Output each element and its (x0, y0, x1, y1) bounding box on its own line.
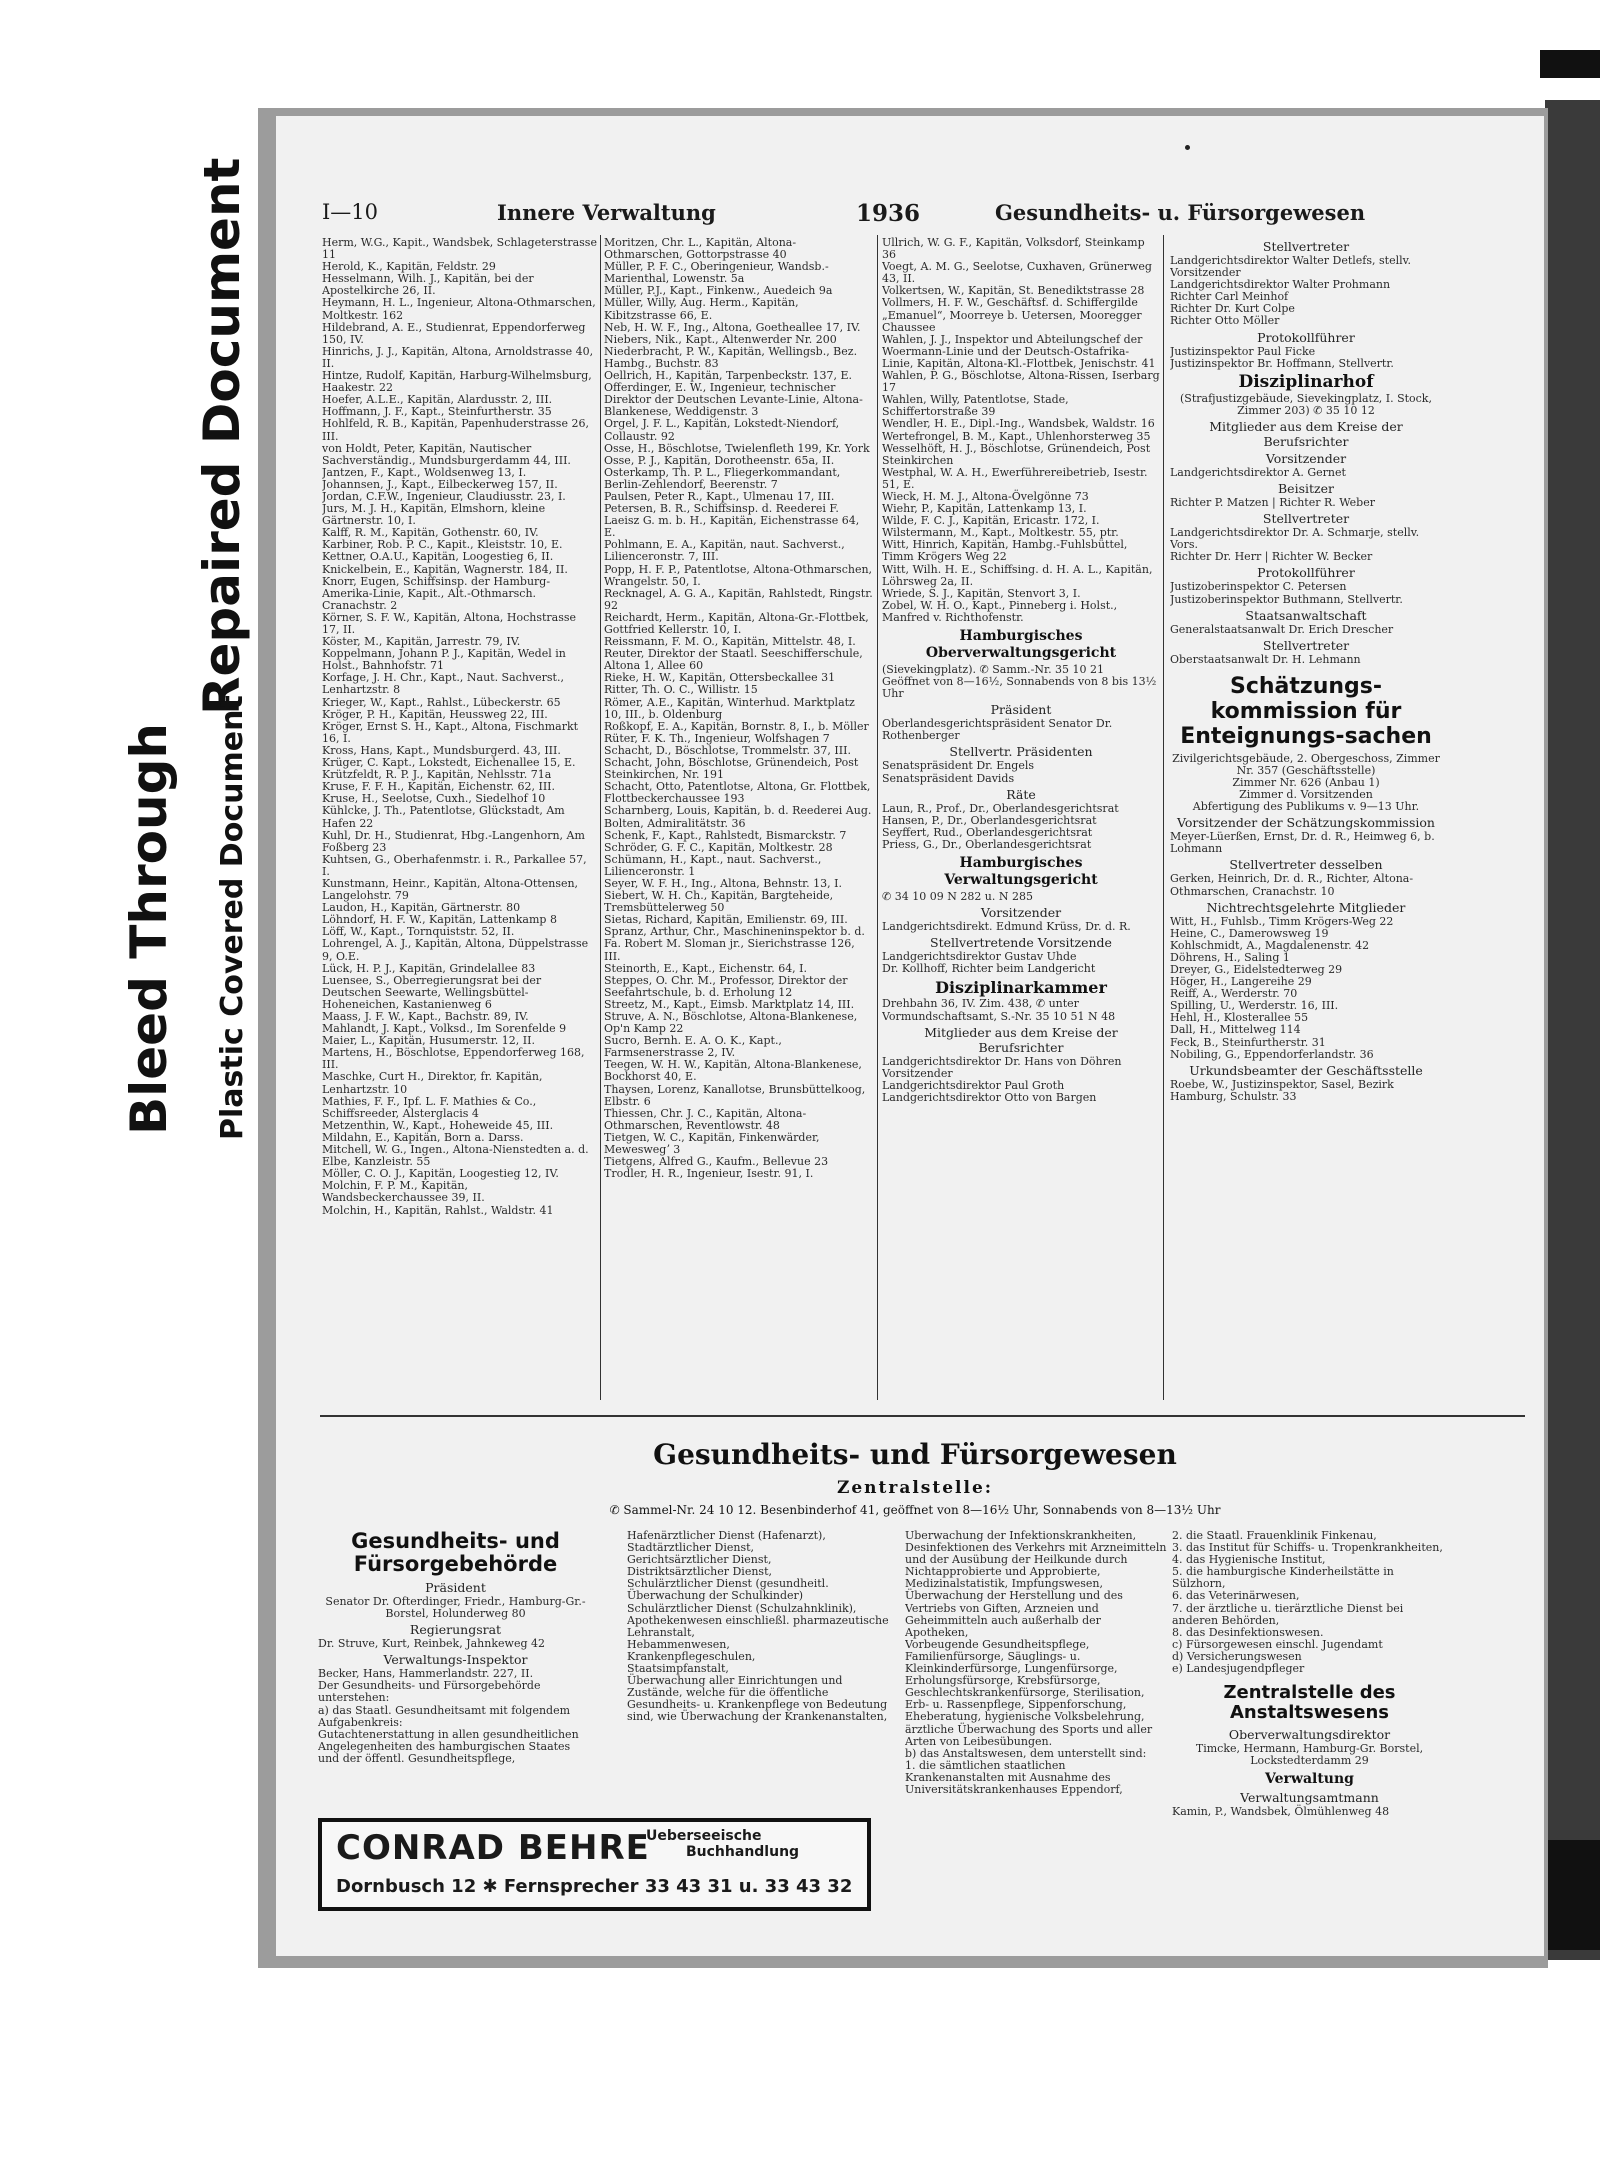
dienst-list (627, 1530, 892, 1724)
entry-list (882, 237, 1160, 624)
list-item: Knorr, Eugen, Schiffsinsp. der Hamburg-Amerika-Linie, Kapit., Alt.-Othmarsch. Cranachstr. 2 (322, 574, 551, 612)
list-item: Schacht, D., Böschlotse, Trommelstr. 37, III. (604, 743, 851, 757)
list-item: Der Gesundheits- und Fürsorgebehörde unterstehen: (318, 1679, 541, 1705)
list-item: Dr. Kollhoff, Richter beim Landgericht (882, 962, 1096, 976)
list-item: Dall, H., Mittelweg 114 (1170, 1023, 1301, 1037)
list-item: Mildahn, E., Kapitän, Born a. Darss. (322, 1130, 524, 1144)
list-item: Reuter, Direktor der Staatl. Seeschifferschule, Altona 1, Allee 60 (604, 647, 863, 673)
list-item: Laudon, H., Kapitän, Gärtnerstr. 80 (322, 901, 521, 915)
praesident: Oberlandesgerichtspräsident Senator Dr. Rothenberger (882, 717, 1113, 743)
inspektor-heading: Verwaltungs-Inspektor (383, 1652, 528, 1668)
list-item: Richter Dr. Kurt Colpe (1170, 302, 1295, 316)
column-1 (322, 237, 597, 1402)
list-item: Krieger, W., Kapt., Rahlst., Lübeckerstr. 65 (322, 695, 561, 709)
list-item: Heymann, H. L., Ingenieur, Altona-Othmarschen, Moltkestr. 162 (322, 296, 596, 322)
protokoll-list (1170, 346, 1442, 370)
list-item: Landgerichtsdirektor Otto von Bargen (882, 1090, 1097, 1104)
list-item: Seyffert, Rud., Oberlandesgerichtsrat (882, 825, 1093, 839)
list-item: Wertefrongel, B. M., Kapt., Uhlenhorsterweg 35 (882, 429, 1151, 443)
list-item: Kuhl, Dr. H., Studienrat, Hbg.-Langenhorn, Am Foßberg 23 (322, 828, 585, 854)
list-item: Schröder, G. F. C., Kapitän, Moltkestr. 28 (604, 840, 833, 854)
section-title: Innere Verwaltung (497, 200, 716, 225)
stv-list (882, 951, 1160, 975)
page-shadow (1545, 100, 1600, 1960)
protokoll-list-2 (1170, 581, 1442, 605)
list-item: Wesselhöft, H. J., Böschlotse, Grünendeich, Post Steinkirchen (882, 441, 1151, 467)
list-item: Jordan, C.F.W., Ingenieur, Claudiusstr. 23, I. (322, 489, 566, 503)
list-item: Westphal, W. A. H., Ewerführereibetrieb, Isestr. 51, E. (882, 465, 1148, 491)
column-4 (1170, 237, 1442, 1402)
list-item: Mahlandt, J. Kapt., Volksd., Im Sorenfelde 9 (322, 1022, 567, 1036)
list-item: Dreyer, G., Eidelstedterweg 29 (1170, 963, 1343, 976)
list-item: Möller, C. O. J., Kapitän, Loogestieg 12, IV. (322, 1167, 559, 1181)
list-item: Steinorth, E., Kapt., Eichenstr. 64, I. (604, 961, 808, 975)
oberverwaltungsgericht-heading: Hamburgisches Oberverwaltungsgericht (925, 628, 1117, 661)
list-item: Wiehr, P., Kapitän, Lattenkamp 13, I. (882, 502, 1087, 516)
verwaltung-heading: Verwaltung (1265, 1771, 1354, 1788)
list-item: Kröger, Ernst S. H., Kapt., Altona, Fischmarkt 16, I. (322, 719, 579, 745)
urkundsbeamter: Roebe, W., Justizinspektor, Sasel, Bezirk Hamburg, Schulstr. 33 (1170, 1077, 1394, 1103)
list-item: Osterkamp, Th. P. L., Fliegerkommandant, Berlin-Zehlendorf, Beerenstr. 7 (604, 465, 841, 491)
sa-stellvertreter-heading: Stellvertreter (1262, 637, 1350, 653)
list-item: Neb, H. W. F., Ing., Altona, Goetheallee 17, IV. (604, 320, 861, 334)
list-item: Landgerichtsdirektor Dr. A. Schmarje, stellv. Vors. (1170, 526, 1420, 552)
list-item: Reiff, A., Werderstr. 70 (1170, 987, 1298, 1001)
list-item: Kruse, F. F. H., Kapitän, Eichenstr. 62, III. (322, 780, 556, 794)
staatsanwalt: Generalstaatsanwalt Dr. Erich Drescher (1170, 622, 1394, 636)
sk-vorsitzender: Meyer-Lüerßen, Ernst, Dr. d. R., Heimweg 6, b. Lohmann (1170, 830, 1435, 856)
raete-heading: Räte (1006, 786, 1036, 802)
list-item: Niederbracht, P. W., Kapitän, Wellingsb., Bez. Hambg., Buchstr. 83 (604, 344, 858, 370)
list-item: Hoefer, A.L.E., Kapitän, Alardusstr. 2, III. (322, 393, 553, 407)
sk-stellvertreter: Gerken, Heinrich, Dr. d. R., Richter, Altona-Othmarschen, Cranachstr. 10 (1170, 872, 1414, 898)
list-item: Hansen, P., Dr., Oberlandesgerichtsrat (882, 813, 1097, 827)
behoerde-heading: Gesundheits- und Fürsorgebehörde (351, 1529, 560, 1576)
ad-address: Dornbusch 12 ✱ Fernsprecher 33 43 31 u. 33 43 32 (336, 1876, 853, 1897)
praesident-heading: Präsident (425, 1580, 486, 1595)
bottom-col-4 (1172, 1530, 1447, 1950)
list-item: Feck, B., Steinfurtherstr. 31 (1170, 1035, 1326, 1049)
column-2 (604, 237, 874, 1402)
list-item: Landgerichtsdirektor Walter Detlefs, stellv. Vorsitzender (1170, 254, 1412, 280)
list-item: Volkertsen, W., Kapitän, St. Benediktstrasse 28 (882, 284, 1145, 298)
list-item: Krützfeldt, R. P. J., Kapitän, Nehlsstr. 71a (322, 768, 552, 782)
list-item: Landgerichtsdirektor Dr. Hans von Döhren (882, 1054, 1122, 1068)
list-item: Kross, Hans, Kapt., Mundsburgerd. 43, III. (322, 743, 561, 757)
list-item: Osse, H., Böschlotse, Twielenfleth 199, Kr. York (604, 441, 870, 455)
list-item: Kühlcke, J. Th., Patentlotse, Glückstadt, Am Hafen 22 (322, 804, 565, 830)
list-item: Oellrich, H., Kapitän, Tarpenbeckstr. 137, E. (604, 369, 852, 383)
list-item: Maass, J. F. W., Kapt., Bachstr. 89, IV. (322, 1010, 529, 1023)
list-item: Herold, K., Kapitän, Feldstr. 29 (322, 260, 496, 274)
list-item: Krüger, C. Kapt., Lokstedt, Eichenallee 15, E. (322, 756, 576, 770)
plastic-covered-label: Plastic Covered Document (215, 695, 250, 1140)
list-item: Richter Otto Möller (1170, 314, 1280, 328)
list-item: Wilde, F. C. J., Kapitän, Ericastr. 172, I. (882, 514, 1100, 528)
phone-line: ✆ 34 10 09 N 282 u. N 285 (882, 890, 1034, 904)
list-item: 3. das Institut für Schiffs- u. Tropenkrankheiten, (1172, 1541, 1443, 1555)
entry-list (322, 237, 597, 1217)
list-item: Hohlfeld, R. B., Kapitän, Papenhuderstrasse 26, III. (322, 417, 589, 443)
ad-tagline (646, 1828, 799, 1860)
column-3 (882, 237, 1160, 1402)
list-item: Schulärztlicher Dienst (gesundheitl. Überwachung der Schulkinder) (627, 1577, 829, 1603)
ovd: Timcke, Hermann, Hamburg-Gr. Borstel, Lockstedterdamm 29 (1195, 1742, 1424, 1768)
list-item: Wendler, H. E., Dipl.-Ing., Wandsbek, Waldstr. 16 (882, 417, 1155, 431)
list-item: Heine, C., Damerowsweg 19 (1170, 926, 1329, 940)
list-item: Steppes, O. Chr. M., Professor, Direktor der Seefahrtschule, b. d. Erholung 12 (604, 973, 848, 999)
list-item: Hebammenwesen, (627, 1637, 730, 1651)
list-item: Müller, Willy, Aug. Herm., Kapitän, Kibitzstrasse 66, E. (604, 296, 799, 322)
list-item: Witt, Hinrich, Kapitän, Hambg.-Fuhlsbüttel, Timm Krögers Weg 22 (882, 538, 1128, 564)
list-item: Witt, Wilh. H. E., Schiffsing. d. H. A. L., Kapitän, Löhrsweg 2a, II. (882, 562, 1153, 588)
list-item: Kalff, R. M., Kapitän, Gothenstr. 60, IV. (322, 526, 539, 540)
list-item: Moritzen, Chr. L., Kapitän, Altona-Othmarschen, Gottorpstrasse 40 (604, 237, 797, 262)
list-item: Jantzen, F., Kapt., Woldsenweg 13, I. (322, 465, 527, 479)
list-item: Zobel, W. H. O., Kapt., Pinneberg i. Holst., Manfred v. Richthofenstr. (882, 598, 1118, 624)
list-item: Landgerichtsdirektor Gustav Uhde (882, 950, 1077, 964)
list-item: Reissmann, F. M. O., Kapitän, Mittelstr. 48, I. (604, 635, 856, 649)
vorsitzender-heading: Vorsitzender (980, 905, 1062, 921)
stellvertreter-heading: Stellvertreter (1262, 239, 1350, 254)
list-item: Senatspräsident Dr. Engels (882, 759, 1035, 773)
list-item: Molchin, H., Kapitän, Rahlst., Waldstr. 41 (322, 1203, 554, 1217)
bleed-through-label: Bleed Through (120, 723, 178, 1135)
year: 1936 (856, 200, 921, 227)
list-item: Johannsen, J., Kapt., Eilbeckerweg 157, II. (322, 477, 558, 491)
list-item: 1. die sämtlichen staatlichen Krankenanstalten mit Ausnahme des Universitätskrankenhauses Eppendorf, (905, 1758, 1123, 1796)
list-item: Korfage, J. H. Chr., Kapt., Naut. Sachverst., Lenhartzstr. 8 (322, 671, 564, 697)
list-item: Sietas, Richard, Kapitän, Emilienstr. 69, III. (604, 913, 848, 927)
schaetzung-info (1170, 753, 1442, 813)
list-item: Wieck, H. M. J., Altona-Övelgönne 73 (882, 489, 1089, 503)
list-item: Vorsitzender (882, 1066, 953, 1080)
clip-bottom (1540, 1840, 1600, 1950)
list-item: Schacht, Otto, Patentlotse, Altona, Gr. Flottbek, Flottbeckerchaussee 193 (604, 780, 871, 806)
list-item: Spilling, U., Werderstr. 16, III. (1170, 999, 1339, 1013)
disziplinarhof-address: (Strafjustizgebäude, Sievekingplatz, I. Stock, Zimmer 203) ✆ 35 10 12 (1180, 391, 1432, 417)
list-item: Ritter, Th. O. C., Willistr. 15 (604, 683, 758, 697)
bottom-col-1 (318, 1528, 593, 1808)
list-item: Wahlen, P. G., Böschlotse, Altona-Rissen, Iserbarg 17 (882, 369, 1160, 395)
list-item: Knickelbein, E., Kapitän, Wagnerstr. 184, II. (322, 562, 568, 576)
list-item: Popp, H. F. P., Patentlotse, Altona-Othmarschen, Wrangelstr. 50, I. (604, 562, 873, 588)
list-item: 2. die Staatl. Frauenklinik Finkenau, (1172, 1530, 1377, 1542)
list-item: Hoffmann, J. F., Kapt., Steinfurtherstr. 35 (322, 405, 552, 419)
list-item: Nobiling, G., Eppendorferlandstr. 36 (1170, 1047, 1374, 1061)
list-item: Müller, P.J., Kapt., Finkenw., Auedeich 9a (604, 284, 833, 298)
praesident: Senator Dr. Ofterdinger, Friedr., Hamburg-Gr.-Borstel, Holunderweg 80 (325, 1595, 586, 1621)
section-rule (320, 1415, 1525, 1417)
vorsitzender-heading: Vorsitzender (1265, 450, 1347, 466)
raete-list (882, 803, 1160, 851)
mitglieder-heading: Mitglieder aus dem Kreise der Berufsrichter (1209, 418, 1403, 449)
list-item: Landgerichtsdirektor Paul Groth (882, 1078, 1065, 1092)
entry-list (604, 237, 874, 1180)
vorsitzender: Landgerichtsdirektor A. Gernet (1170, 465, 1346, 479)
list-item: Jurs, M. J. H., Kapitän, Elmshorn, kleine Gärtnerstr. 10, I. (322, 502, 546, 528)
staatsanwaltschaft-heading: Staatsanwaltschaft (1245, 607, 1367, 623)
list-item: Justizinspektor Br. Hoffmann, Stellvertr. (1170, 356, 1394, 370)
page-number: I—10 (322, 200, 379, 224)
stv-vorsitzende-heading: Stellvertretende Vorsitzende (930, 935, 1112, 951)
list-item: Schacht, John, Böschlotse, Grünendeich, Post Steinkirchen, Nr. 191 (604, 756, 859, 782)
list-item: Löff, W., Kapt., Tornquiststr. 52, II. (322, 925, 515, 939)
list-item: Mathies, F. F., Ipf. L. F. Mathies & Co., Schiffsreeder, Alsterglacis 4 (322, 1094, 537, 1120)
ueberwachung-list (905, 1530, 1167, 1796)
list-item: Richter Carl Meinhof (1170, 290, 1289, 304)
bottom-col-3 (905, 1530, 1167, 1950)
amtmann-heading: Verwaltungsamtmann (1240, 1790, 1379, 1806)
ad-tagline-1: Ueberseeische (646, 1828, 762, 1844)
list-item: Rüter, F. K. Th., Ingenieur, Wolfshagen 7 (604, 731, 830, 745)
list-item: Kröger, P. H., Kapitän, Heussweg 22, III. (322, 707, 548, 721)
list-item: Martens, H., Böschlotse, Eppendorferweg 168, III. (322, 1046, 585, 1072)
list-item: Justizoberinspektor C. Petersen (1170, 580, 1347, 594)
list-item: Kruse, H., Seelotse, Cuxh., Siedelhof 10 (322, 792, 546, 806)
disziplinarkammer-heading: Disziplinarkammer (935, 978, 1107, 998)
list-item: Recknagel, A. G. A., Kapitän, Rahlstedt, Ringstr. 92 (604, 586, 873, 612)
stellvertreter-list (1170, 255, 1442, 328)
list-item: Döhrens, H., Saling 1 (1170, 950, 1290, 964)
beisitzer-heading: Beisitzer (1278, 481, 1334, 497)
list-item: Kuhtsen, G., Oberhafenmstr. i. R., Parkallee 57, I. (322, 852, 587, 878)
column-rule (600, 235, 601, 1400)
list-item: Kunstmann, Heinr., Kapitän, Altona-Ottensen, Langelohstr. 79 (322, 876, 579, 903)
disziplinarhof-heading: Disziplinarhof (1238, 371, 1374, 392)
advertisement (318, 1818, 871, 1911)
list-item: Roßkopf, E. A., Kapitän, Bornstr. 8, I., b. Möller (604, 719, 869, 733)
stellv-list (882, 760, 1160, 784)
list-item: Orgel, J. F. L., Kapitän, Lokstedt-Niendorf, Collaustr. 92 (604, 417, 840, 443)
list-item: Hehl, H., Klosterallee 55 (1170, 1011, 1309, 1025)
vorsitzender: Landgerichtsdirekt. Edmund Krüss, Dr. d. R. (882, 920, 1131, 934)
nichtrecht-list (1170, 916, 1442, 1061)
list-item: Petersen, B. R., Schiffsinsp. d. Reederei F. Laeisz G. m. b. H., Kapitän, Eichenstrasse 64, E. (604, 502, 860, 540)
list-item: Überwachung aller Einrichtungen und Zustände, welche für die öffentliche Gesundheits- u. Krankenpflege von Bedeutung sind, wie Überwachung der Krankenanstalten, (627, 1674, 888, 1724)
list-item: Apothekenwesen einschließl. pharmazeutische Lehranstalt, (627, 1613, 889, 1639)
list-item: Koppelmann, Johann P. J., Kapitän, Wedel in Holst., Bahnhofstr. 71 (322, 647, 566, 673)
list-item: Voegt, A. M. G., Seelotse, Cuxhaven, Grünerweg 43, II. (882, 260, 1152, 286)
list-item: Wriede, S. J., Kapitän, Stenvort 3, I. (882, 586, 1081, 600)
stellv-heading: Stellvertr. Präsidenten (949, 744, 1093, 760)
list-item: Niebers, Nik., Kapt., Altenwerder Nr. 200 (604, 332, 837, 346)
list-item: Maier, L., Kapitän, Husumerstr. 12, II. (322, 1034, 535, 1048)
list-item: Becker, Hans, Hammerlandstr. 227, II. (318, 1667, 534, 1681)
list-item: Hildebrand, A. E., Studienrat, Eppendorferweg 150, IV. (322, 320, 586, 346)
ad-tagline-2: Buchhandlung (686, 1844, 800, 1860)
sk-stellvertreter-heading: Stellvertreter desselben (1229, 857, 1383, 873)
list-item: Hafenärztlicher Dienst (Hafenarzt), (627, 1530, 826, 1542)
list-item: Struve, A. N., Böschlotse, Altona-Blankenese, Op'n Kamp 22 (604, 1010, 858, 1036)
amtmann: Kamin, P., Wandsbek, Ölmühlenweg 48 (1172, 1805, 1390, 1819)
disziplinarkammer-address: Drehbahn 36, IV. Zim. 438, ✆ unter Vormundschaftsamt, S.-Nr. 35 10 51 N 48 (882, 997, 1116, 1023)
list-item: d) Versicherungswesen (1172, 1649, 1302, 1663)
topic-title: Gesundheits- u. Fürsorgewesen (995, 200, 1366, 225)
list-item: Staatsimpfanstalt, (627, 1662, 729, 1676)
list-item: Lohrengel, A. J., Kapitän, Altona, Düppelstrasse 9, O.E. (322, 937, 589, 963)
list-item: Hinrichs, J. J., Kapitän, Altona, Arnoldstrasse 40, II. (322, 344, 594, 370)
court-info (882, 664, 1160, 700)
zentralstelle-heading: Zentralstelle: (836, 1478, 994, 1498)
list-item: 5. die hamburgische Kinderheilstätte in Sülzhorn, (1172, 1565, 1394, 1591)
list-item: Kohlschmidt, A., Magdalenenstr. 42 (1170, 938, 1370, 952)
list-item: Körner, S. F. W., Kapitän, Altona, Hochstrasse 17, II. (322, 610, 577, 636)
list-item: Osse, P. J., Kapitän, Dorotheenstr. 65a, II. (604, 453, 835, 467)
list-item: Vollmers, H. F. W., Geschäftsf. d. Schiffergilde „Emanuel“, Moorreye b. Uetersen, Mooregger Chaussee (882, 296, 1142, 334)
list-item: Seyer, W. F. H., Ing., Altona, Behnstr. 13, I. (604, 876, 842, 890)
list-item: (Sievekingplatz). ✆ Samm.-Nr. 35 10 21 (882, 663, 1105, 676)
verwaltungsgericht-heading: Hamburgisches Verwaltungsgericht (944, 855, 1098, 889)
list-item: Ullrich, W. G. F., Kapitän, Volksdorf, Steinkamp 36 (882, 237, 1145, 262)
list-item: Scharnberg, Louis, Kapitän, b. d. Reederei Aug. Bolten, Admiralitätstr. 36 (604, 804, 872, 830)
list-item: Schulärztlicher Dienst (Schulzahnklinik), (627, 1601, 857, 1615)
list-item: 7. der ärztliche u. tierärztliche Dienst bei anderen Behörden, (1172, 1601, 1404, 1627)
list-item: Hintze, Rudolf, Kapitän, Harburg-Wilhelmsburg, Haakestr. 22 (322, 369, 592, 395)
urkundsbeamter-heading: Urkundsbeamter der Geschäftsstelle (1189, 1062, 1423, 1078)
list-item: Offerdinger, E. W., Ingenieur, technischer Direktor der Deutschen Levante-Linie, Altona-Blankenese, Weddigenstr. 3 (604, 381, 863, 419)
list-item: Metzenthin, W., Kapt., Hoheweide 45, III. (322, 1118, 554, 1132)
list-item: Mitchell, W. G., Ingen., Altona-Nienstedten a. d. Elbe, Kanzleistr. 55 (322, 1143, 589, 1169)
schaetzungskommission-heading: Schätzungs-kommission für Enteignungs-sachen (1180, 673, 1432, 749)
list-item: Thaysen, Lorenz, Kanallotse, Brunsbüttelkoog, Elbstr. 6 (604, 1082, 866, 1108)
list-item: Wilstermann, M., Kapt., Moltkestr. 55, ptr. (882, 526, 1119, 540)
list-item: Zimmer Nr. 626 (Anbau 1) (1232, 775, 1380, 789)
list-item: Tietgen, W. C., Kapitän, Finkenwärder, Meweswegʼ 3 (604, 1130, 820, 1157)
list-item: Witt, H., Fuhlsb., Timm Krögers-Weg 22 (1170, 914, 1394, 928)
list-item: Römer, A.E., Kapitän, Winterhud. Marktplatz 10, III., b. Oldenburg (604, 695, 855, 721)
mitglieder-heading: Mitglieder aus dem Kreise der Berufsrichter (924, 1024, 1118, 1055)
inspektor-list (318, 1668, 593, 1765)
stellvertreter-list-2 (1170, 527, 1442, 563)
regierungsrat: Dr. Struve, Kurt, Reinbek, Jahnkeweg 42 (318, 1637, 545, 1651)
list-item: von Holdt, Peter, Kapitän, Nautischer Sachverständig., Mundsburgerdamm 44, III. (322, 441, 571, 467)
list-item: Herm, W.G., Kapit., Wandsbek, Schlageterstrasse 11 (322, 237, 597, 262)
list-item: Hesselmann, Wilh. J., Kapitän, bei der Apostelkirche 26, II. (322, 272, 534, 298)
zentralstelle-line: ✆ Sammel-Nr. 24 10 12. Besenbinderhof 41, geöffnet von 8—16½ Uhr, Sonnabends von 8—13½ Uhr (609, 1503, 1221, 1517)
column-rule (1163, 235, 1164, 1400)
list-item: Thiessen, Chr. J. C., Kapitän, Altona-Othmarschen, Reventlowstr. 48 (604, 1106, 807, 1132)
protokoll-heading: Protokollführer (1257, 329, 1355, 345)
list-item: Sucro, Bernh. E. A. O. K., Kapt., Farmsenerstrasse 2, IV. (604, 1034, 782, 1060)
anstalten-list (1172, 1530, 1447, 1675)
list-item: Zimmer d. Vorsitzenden (1239, 788, 1373, 802)
list-item: Schenk, F., Kapt., Rahlstedt, Bismarckstr. 7 (604, 828, 847, 842)
list-item: Laun, R., Prof., Dr., Oberlandesgerichtsrat (882, 801, 1119, 815)
mitglieder-list (882, 1056, 1160, 1104)
list-item: Kettner, O.A.U., Kapitän, Loogestieg 6, II. (322, 550, 554, 564)
list-item: Geöffnet von 8—16½, Sonnabends von 8 bis 13½ Uhr (882, 675, 1157, 701)
column-rule (877, 235, 878, 1400)
nichtrecht-heading: Nichtrechtsgelehrte Mitglieder (1206, 899, 1406, 915)
list-item: Zivilgerichtsgebäude, 2. Obergeschoss, Zimmer Nr. 357 (Geschäftsstelle) (1172, 751, 1440, 777)
list-item: 4. das Hygienische Institut, (1172, 1553, 1326, 1567)
list-item: Paulsen, Peter R., Kapt., Ulmenau 17, III. (604, 489, 835, 503)
list-item: Schümann, H., Kapt., naut. Sachverst., Lilienceronstr. 1 (604, 852, 822, 878)
list-item: Luensee, S., Oberregierungsrat bei der Deutschen Seewarte, Wellingsbüttel-Hoheneichen, Kastanienweg 6 (322, 973, 542, 1011)
list-item: Spranz, Arthur, Chr., Maschineninspektor b. d. Fa. Robert M. Sloman jr., Sierichstrasse 126, III. (604, 925, 865, 963)
protokoll-heading-2: Protokollführer (1257, 565, 1355, 581)
stellvertreter-heading-2: Stellvertreter (1262, 511, 1350, 527)
beisitzer: Richter P. Matzen | Richter R. Weber (1170, 496, 1375, 510)
list-item: Priess, G., Dr., Oberlandesgerichtsrat (882, 837, 1092, 851)
list-item: Überwachung der Infektionskrankheiten, Desinfektionen des Verkehrs mit Arzneimitteln und der Ausübung der Heilkunde durch Nichtapprobierte und Approbierte, Medizinalstatistik, Impfungswesen, (905, 1530, 1167, 1591)
list-item: a) das Staatl. Gesundheitsamt mit folgendem Aufgabenkreis: (318, 1703, 571, 1729)
list-item: Senatspräsident Davids (882, 771, 1015, 785)
repaired-document-label: Repaired Document (193, 157, 251, 715)
list-item: Karbiner, Rob. P. C., Kapit., Kleiststr. 10, E. (322, 538, 563, 552)
list-item: Teegen, W. H. W., Kapitän, Altona-Blankenese, Bockhorst 40, E. (604, 1058, 862, 1084)
list-item: Molchin, F. P. M., Kapitän, Wandsbeckerchaussee 39, II. (322, 1179, 485, 1205)
list-item: Gutachtenerstattung in allen gesundheitlichen Angelegenheiten des hamburgischen Staates und der öffentl. Gesundheitspflege, (318, 1727, 579, 1765)
speck (1185, 145, 1190, 150)
list-item: Höger, H., Langereihe 29 (1170, 975, 1312, 989)
list-item: Abfertigung des Publikums v. 9—13 Uhr. (1192, 800, 1420, 814)
list-item: Rieke, H. W., Kapitän, Ottersbeckallee 31 (604, 671, 836, 685)
list-item: Erb- u. Rassenpflege, Sippenforschung, Eheberatung, hygienische Volksbelehrung, ärztliche Überwachung des Sports und aller Arten von Leibesübungen. (905, 1698, 1153, 1748)
list-item: Tietgens, Alfred G., Kaufm., Bellevue 23 (604, 1155, 829, 1169)
list-item: Wahlen, J. J., Inspektor und Abteilungschef der Woermann-Linie und der Deutsch-Ostafrika-Linie, Kapitän, Altona-Kl.-Flottbek, Jenischstr. 41 (882, 332, 1156, 370)
list-item: Krankenpflegeschulen, (627, 1649, 756, 1663)
bottom-title: Gesundheits- und Fürsorgewesen (653, 1438, 1177, 1471)
clip-top (1540, 50, 1600, 78)
list-item: Reichardt, Herm., Kapitän, Altona-Gr.-Flottbek, Gottfried Kellerstr. 10, I. (604, 610, 869, 636)
list-item: Lück, H. P. J., Kapitän, Grindelallee 83 (322, 961, 536, 975)
list-item: e) Landesjugendpfleger (1172, 1662, 1305, 1676)
praesident-heading: Präsident (990, 702, 1052, 718)
sk-vorsitzender-heading: Vorsitzender der Schätzungskommission (1177, 815, 1435, 831)
list-item: Pohlmann, E. A., Kapitän, naut. Sachverst., Lilienceronstr. 7, III. (604, 538, 845, 564)
list-item: Müller, P. F. C., Oberingenieur, Wandsb.-Marienthal, Lowenstr. 5a (604, 260, 829, 286)
list-item: Siebert, W. H. Ch., Kapitän, Bargteheide, Tremsbüttelerweg 50 (604, 889, 834, 915)
regierungsrat-heading: Regierungsrat (409, 1622, 502, 1638)
list-item: 8. das Desinfektionswesen. (1172, 1625, 1324, 1639)
list-item: Stadtärztlicher Dienst, (627, 1541, 755, 1555)
list-item: Richter Dr. Herr | Richter W. Becker (1170, 550, 1373, 564)
ovd-heading: Oberverwaltungsdirektor (1228, 1727, 1391, 1743)
list-item: Löhndorf, H. F. W., Kapitän, Lattenkamp 8 (322, 913, 557, 927)
list-item: Justizoberinspektor Buthmann, Stellvertr. (1170, 592, 1403, 606)
list-item: Landgerichtsdirektor Walter Prohmann (1170, 278, 1391, 292)
list-item: Trodler, H. R., Ingenieur, Isestr. 91, I. (604, 1167, 814, 1181)
list-item: 6. das Veterinärwesen, (1172, 1589, 1300, 1603)
list-item: Maschke, Curt H., Direktor, fr. Kapitän, Lenhartzstr. 10 (322, 1070, 543, 1096)
list-item: Köster, M., Kapitän, Jarrestr. 79, IV. (322, 635, 521, 649)
list-item: Distriktsärztlicher Dienst, (627, 1565, 772, 1579)
list-item: Justizinspektor Paul Ficke (1170, 344, 1316, 358)
list-item: Wahlen, Willy, Patentlotse, Stade, Schiffertorstraße 39 (882, 393, 1069, 419)
list-item: c) Fürsorgewesen einschl. Jugendamt (1172, 1637, 1383, 1651)
list-item: Streetz, M., Kapt., Eimsb. Marktplatz 14, III. (604, 997, 855, 1011)
list-item: Gerichtsärztlicher Dienst, (627, 1553, 772, 1567)
sa-stellvertreter: Oberstaatsanwalt Dr. H. Lehmann (1170, 652, 1361, 666)
ad-name: CONRAD BEHRE (336, 1828, 650, 1868)
list-item: Vorbeugende Gesundheitspflege, Familienfürsorge, Säuglings- u. Kleinkinderfürsorge, Lungenfürsorge, Erholungsfürsorge, Krebsfürsorge, Geschlechtskrankenfürsorge, Sterilisation, (905, 1637, 1145, 1700)
list-item: Überwachung der Herstellung und des Vertriebs von Giften, Arzneien und Geheimmitteln auch außerhalb der Apotheken, (905, 1589, 1123, 1639)
list-item: b) das Anstaltswesen, dem unterstellt sind: (905, 1746, 1147, 1760)
zentralstelle-anstalt-heading: Zentralstelle des Anstaltswesens (1223, 1682, 1396, 1724)
